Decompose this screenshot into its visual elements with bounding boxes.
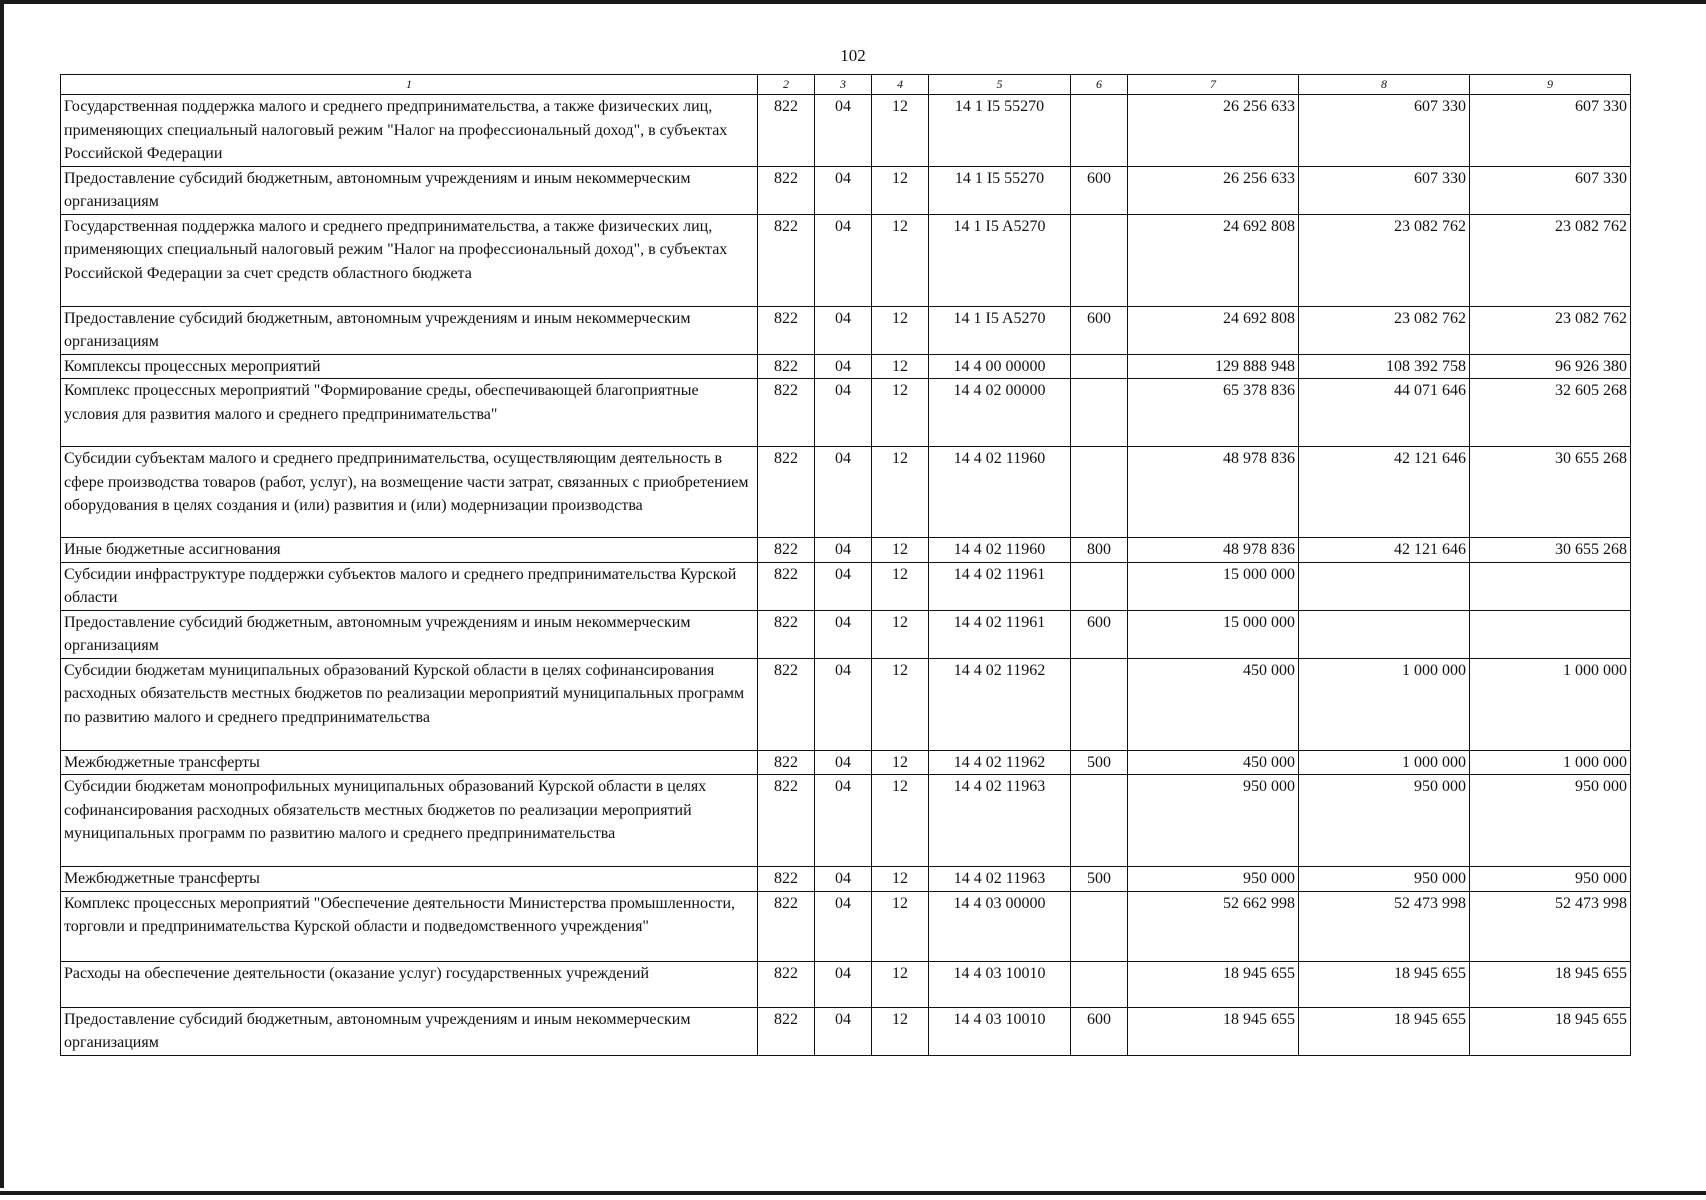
- table-row: [61, 214, 1631, 306]
- code-cell: 822: [758, 750, 815, 775]
- target-article-cell: 14 4 03 10010: [929, 1007, 1071, 1055]
- amount-cell: 950 000: [1128, 867, 1299, 892]
- section-cell: 04: [815, 95, 872, 167]
- code-cell: 822: [758, 95, 815, 167]
- amount-cell: 44 071 646: [1299, 379, 1470, 447]
- table-row: [61, 166, 1631, 214]
- table-body: [61, 95, 1631, 1056]
- amount-cell: 950 000: [1299, 775, 1470, 867]
- amount-cell: 24 692 808: [1128, 214, 1299, 306]
- section-cell: 04: [815, 891, 872, 961]
- subsection-cell: 12: [872, 867, 929, 892]
- amount-cell: 32 605 268: [1470, 379, 1631, 447]
- row-name-cell: Комплекс процессных мероприятий "Формирование среды, обеспечивающей благоприятные условия для развития малого и среднего предпринимательства": [61, 379, 758, 447]
- section-cell: 04: [815, 658, 872, 750]
- amount-cell: 450 000: [1128, 658, 1299, 750]
- subsection-cell: 12: [872, 562, 929, 610]
- section-cell: 04: [815, 1007, 872, 1055]
- section-cell: 04: [815, 538, 872, 563]
- section-cell: 04: [815, 775, 872, 867]
- row-name-cell: Предоставление субсидий бюджетным, автономным учреждениям и иным некоммерческим организациям: [61, 1007, 758, 1055]
- table-row: [61, 1007, 1631, 1055]
- section-cell: 04: [815, 447, 872, 538]
- subsection-cell: 12: [872, 610, 929, 658]
- expense-type-cell: 600: [1071, 166, 1128, 214]
- code-cell: 822: [758, 610, 815, 658]
- table-row: [61, 775, 1631, 867]
- section-cell: 04: [815, 867, 872, 892]
- expense-type-cell: 800: [1071, 538, 1128, 563]
- row-name-cell: Расходы на обеспечение деятельности (оказание услуг) государственных учреждений: [61, 961, 758, 1007]
- expense-type-cell: 600: [1071, 306, 1128, 354]
- row-name-cell: Предоставление субсидий бюджетным, автономным учреждениям и иным некоммерческим организациям: [61, 610, 758, 658]
- subsection-cell: 12: [872, 447, 929, 538]
- target-article-cell: 14 1 I5 55270: [929, 166, 1071, 214]
- subsection-cell: 12: [872, 775, 929, 867]
- code-cell: 822: [758, 379, 815, 447]
- subsection-cell: 12: [872, 166, 929, 214]
- amount-cell: 108 392 758: [1299, 354, 1470, 379]
- code-cell: 822: [758, 1007, 815, 1055]
- amount-cell: 607 330: [1299, 95, 1470, 167]
- expense-type-cell: 500: [1071, 867, 1128, 892]
- column-header: 5: [929, 75, 1071, 95]
- amount-cell: 42 121 646: [1299, 447, 1470, 538]
- section-cell: 04: [815, 354, 872, 379]
- amount-cell: 607 330: [1470, 95, 1631, 167]
- amount-cell: 30 655 268: [1470, 538, 1631, 563]
- table-row: [61, 354, 1631, 379]
- column-header: 4: [872, 75, 929, 95]
- target-article-cell: 14 4 02 11960: [929, 538, 1071, 563]
- amount-cell: 450 000: [1128, 750, 1299, 775]
- amount-cell: 1 000 000: [1470, 658, 1631, 750]
- page-border-top: [0, 0, 1706, 4]
- subsection-cell: 12: [872, 891, 929, 961]
- column-header: 7: [1128, 75, 1299, 95]
- budget-table: [60, 74, 1631, 1056]
- subsection-cell: 12: [872, 658, 929, 750]
- target-article-cell: 14 4 02 11962: [929, 658, 1071, 750]
- amount-cell: 26 256 633: [1128, 166, 1299, 214]
- amount-cell: 950 000: [1128, 775, 1299, 867]
- amount-cell: 129 888 948: [1128, 354, 1299, 379]
- target-article-cell: 14 4 02 11963: [929, 775, 1071, 867]
- column-header: 1: [61, 75, 758, 95]
- row-name-cell: Межбюджетные трансферты: [61, 750, 758, 775]
- amount-cell: 15 000 000: [1128, 610, 1299, 658]
- amount-cell: 18 945 655: [1128, 961, 1299, 1007]
- row-name-cell: Предоставление субсидий бюджетным, автономным учреждениям и иным некоммерческим организациям: [61, 306, 758, 354]
- amount-cell: 52 473 998: [1299, 891, 1470, 961]
- amount-cell: [1299, 562, 1470, 610]
- amount-cell: 23 082 762: [1299, 214, 1470, 306]
- expense-type-cell: [1071, 379, 1128, 447]
- amount-cell: 18 945 655: [1299, 1007, 1470, 1055]
- subsection-cell: 12: [872, 214, 929, 306]
- code-cell: 822: [758, 867, 815, 892]
- amount-cell: 65 378 836: [1128, 379, 1299, 447]
- table-row: [61, 95, 1631, 167]
- amount-cell: 18 945 655: [1470, 961, 1631, 1007]
- target-article-cell: 14 4 03 00000: [929, 891, 1071, 961]
- subsection-cell: 12: [872, 961, 929, 1007]
- row-name-cell: Субсидии инфраструктуре поддержки субъектов малого и среднего предпринимательства Курской области: [61, 562, 758, 610]
- section-cell: 04: [815, 961, 872, 1007]
- table-header-row: [61, 75, 1631, 95]
- target-article-cell: 14 4 00 00000: [929, 354, 1071, 379]
- table-row: [61, 961, 1631, 1007]
- amount-cell: 24 692 808: [1128, 306, 1299, 354]
- table-row: [61, 538, 1631, 563]
- table-row: [61, 891, 1631, 961]
- amount-cell: 42 121 646: [1299, 538, 1470, 563]
- table-row: [61, 562, 1631, 610]
- target-article-cell: 14 1 I5 A5270: [929, 214, 1071, 306]
- section-cell: 04: [815, 562, 872, 610]
- amount-cell: 96 926 380: [1470, 354, 1631, 379]
- code-cell: 822: [758, 961, 815, 1007]
- expense-type-cell: [1071, 447, 1128, 538]
- row-name-cell: Государственная поддержка малого и среднего предпринимательства, а также физических лиц, применяющих специальный налоговый режим "Налог на профессиональный доход", в субъектах Российской Федерации за счет средств областного бюджета: [61, 214, 758, 306]
- page-number: 102: [840, 46, 866, 65]
- target-article-cell: 14 1 I5 55270: [929, 95, 1071, 167]
- code-cell: 822: [758, 447, 815, 538]
- table-row: [61, 658, 1631, 750]
- section-cell: 04: [815, 750, 872, 775]
- expense-type-cell: [1071, 775, 1128, 867]
- amount-cell: 15 000 000: [1128, 562, 1299, 610]
- section-cell: 04: [815, 610, 872, 658]
- expense-type-cell: [1071, 891, 1128, 961]
- code-cell: 822: [758, 538, 815, 563]
- subsection-cell: 12: [872, 379, 929, 447]
- amount-cell: [1470, 610, 1631, 658]
- target-article-cell: 14 1 I5 A5270: [929, 306, 1071, 354]
- amount-cell: 950 000: [1470, 867, 1631, 892]
- target-article-cell: 14 4 02 11961: [929, 610, 1071, 658]
- amount-cell: [1470, 562, 1631, 610]
- row-name-cell: Предоставление субсидий бюджетным, автономным учреждениям и иным некоммерческим организациям: [61, 166, 758, 214]
- expense-type-cell: [1071, 354, 1128, 379]
- row-name-cell: Комплекс процессных мероприятий "Обеспечение деятельности Министерства промышленности, торговли и предпринимательства Курской области и подведомственного учреждения": [61, 891, 758, 961]
- column-header: 3: [815, 75, 872, 95]
- amount-cell: 18 945 655: [1299, 961, 1470, 1007]
- section-cell: 04: [815, 379, 872, 447]
- code-cell: 822: [758, 166, 815, 214]
- table-row: [61, 379, 1631, 447]
- code-cell: 822: [758, 658, 815, 750]
- code-cell: 822: [758, 775, 815, 867]
- code-cell: 822: [758, 891, 815, 961]
- expense-type-cell: [1071, 961, 1128, 1007]
- amount-cell: 607 330: [1470, 166, 1631, 214]
- table-row: [61, 306, 1631, 354]
- target-article-cell: 14 4 02 11960: [929, 447, 1071, 538]
- subsection-cell: 12: [872, 95, 929, 167]
- column-header: 8: [1299, 75, 1470, 95]
- column-header: 6: [1071, 75, 1128, 95]
- target-article-cell: 14 4 02 00000: [929, 379, 1071, 447]
- target-article-cell: 14 4 02 11961: [929, 562, 1071, 610]
- expense-type-cell: 500: [1071, 750, 1128, 775]
- code-cell: 822: [758, 306, 815, 354]
- amount-cell: 950 000: [1470, 775, 1631, 867]
- target-article-cell: 14 4 02 11963: [929, 867, 1071, 892]
- column-header: 9: [1470, 75, 1631, 95]
- amount-cell: 18 945 655: [1470, 1007, 1631, 1055]
- subsection-cell: 12: [872, 1007, 929, 1055]
- row-name-cell: Государственная поддержка малого и среднего предпринимательства, а также физических лиц, применяющих специальный налоговый режим "Налог на профессиональный доход", в субъектах Российской Федерации: [61, 95, 758, 167]
- amount-cell: 23 082 762: [1299, 306, 1470, 354]
- amount-cell: 1 000 000: [1299, 658, 1470, 750]
- section-cell: 04: [815, 166, 872, 214]
- amount-cell: 23 082 762: [1470, 214, 1631, 306]
- amount-cell: 950 000: [1299, 867, 1470, 892]
- expense-type-cell: 600: [1071, 610, 1128, 658]
- code-cell: 822: [758, 354, 815, 379]
- expense-type-cell: [1071, 95, 1128, 167]
- row-name-cell: Субсидии бюджетам муниципальных образований Курской области в целях софинансирования расходных обязательств местных бюджетов по реализации мероприятий муниципальных программ по развитию малого и среднего предпринимательства: [61, 658, 758, 750]
- table-row: [61, 750, 1631, 775]
- subsection-cell: 12: [872, 750, 929, 775]
- subsection-cell: 12: [872, 354, 929, 379]
- expense-type-cell: 600: [1071, 1007, 1128, 1055]
- amount-cell: 48 978 836: [1128, 538, 1299, 563]
- subsection-cell: 12: [872, 306, 929, 354]
- page-border-left: [0, 0, 4, 1200]
- row-name-cell: Субсидии субъектам малого и среднего предпринимательства, осуществляющим деятельность в сфере производства товаров (работ, услуг), на возмещение части затрат, связанных с приобретением оборудования в целях создания и (или) развития и (или) модернизации производства: [61, 447, 758, 538]
- expense-type-cell: [1071, 658, 1128, 750]
- row-name-cell: Иные бюджетные ассигнования: [61, 538, 758, 563]
- table-row: [61, 447, 1631, 538]
- amount-cell: 30 655 268: [1470, 447, 1631, 538]
- amount-cell: 1 000 000: [1470, 750, 1631, 775]
- section-cell: 04: [815, 306, 872, 354]
- code-cell: 822: [758, 562, 815, 610]
- target-article-cell: 14 4 02 11962: [929, 750, 1071, 775]
- expense-type-cell: [1071, 562, 1128, 610]
- code-cell: 822: [758, 214, 815, 306]
- amount-cell: 18 945 655: [1128, 1007, 1299, 1055]
- column-header: 2: [758, 75, 815, 95]
- row-name-cell: Субсидии бюджетам монопрофильных муниципальных образований Курской области в целях софинансирования расходных обязательств местных бюджетов по реализации мероприятий муниципальных программ по развитию малого и среднего предпринимательства: [61, 775, 758, 867]
- row-name-cell: Межбюджетные трансферты: [61, 867, 758, 892]
- amount-cell: 52 473 998: [1470, 891, 1631, 961]
- amount-cell: 48 978 836: [1128, 447, 1299, 538]
- amount-cell: 26 256 633: [1128, 95, 1299, 167]
- table-row: [61, 867, 1631, 892]
- row-name-cell: Комплексы процессных мероприятий: [61, 354, 758, 379]
- amount-cell: 607 330: [1299, 166, 1470, 214]
- table-row: [61, 610, 1631, 658]
- amount-cell: 23 082 762: [1470, 306, 1631, 354]
- amount-cell: [1299, 610, 1470, 658]
- amount-cell: 52 662 998: [1128, 891, 1299, 961]
- page-border-bottom: [0, 1188, 1706, 1200]
- subsection-cell: 12: [872, 538, 929, 563]
- expense-type-cell: [1071, 214, 1128, 306]
- target-article-cell: 14 4 03 10010: [929, 961, 1071, 1007]
- section-cell: 04: [815, 214, 872, 306]
- amount-cell: 1 000 000: [1299, 750, 1470, 775]
